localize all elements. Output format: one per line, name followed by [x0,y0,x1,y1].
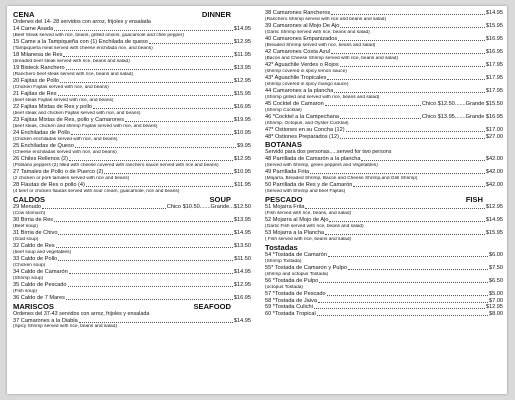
menu-item-name: 58 *Tostada de Jaiva [265,297,317,304]
menu-item-price: $7.00 [489,297,503,304]
menu-item-price: $9.95 [237,143,251,149]
section-header-pescado [265,195,503,204]
leader-dots [69,273,233,274]
menu-item-description: (beef steak, chicken and shrimp Fajitas served with rice, and beans) [13,123,158,129]
menu-item-price: $15.95 [485,230,503,236]
menu-item-description: (Poblano peppers (2) filled with cheese covered with ranchero sauce served with rice and beans) [13,162,219,168]
leader-dots [54,221,233,222]
menu-item-name: 37 Camarones a la Diabla [13,317,78,324]
menu-item-price: $17.95 [485,62,503,68]
menu-item-price: $16.95 [485,49,503,55]
menu-item-name: 32 Caldo de Res [13,243,55,249]
menu-item-name: 33 Caldo de Pollo [13,256,58,262]
leader-dots [353,186,485,187]
menu-item-name: 40 Camarones Empanizados [265,36,338,42]
leader-dots [66,69,233,70]
menu-item-description: (Bacon and Cheese Shrimp served with rice, beans and salad) [265,55,399,61]
menu-item-description: (Mojarra, Breaded Shrimp, Bacon and Cheese Shrimp,and Grill Shrimp) [265,175,418,181]
menu-item-price: $27.00 [485,133,503,140]
menu-item-name: 57 *Tostada de Pescado [265,291,326,297]
menu-item-price: $6.00 [489,252,503,258]
menu-item-name: 46 *Cocktel a la Campechana [265,114,340,120]
menu-item-description: (Beef soup) [13,223,38,229]
menu-item-description: (Chicken Fajitas served with rice, and beans) [13,84,109,90]
menu-item-name: 19 Bisteck Ranchero [13,65,65,71]
menu-item-name: 51 Mojarra Frita [265,204,305,210]
menu-item-description: (Shrimp soup) [13,275,44,281]
leader-dots [79,322,233,323]
menu-item-price: $8.00 [489,310,503,317]
menu-item-description: (shrimp and octopus Tostada) [265,271,329,277]
leader-dots [93,108,233,109]
menu-item-name: 31 Birria de Chivo [13,230,58,236]
soup-item-list [13,204,251,302]
menu-item-price: Chico $10.50.......Grande...$12.50 [166,204,251,210]
leader-dots [71,134,233,135]
menu-item-description: (breaded beef steak served with rice, beans and salad) [13,58,130,64]
menu-item-name: 28 Flautas de Res o pollo (4) [13,182,85,188]
menu-item-price: $10.95 [233,169,251,175]
menu-item-name: 18 Milanesa de Res [13,52,63,58]
menu-item-name: 34 Caldo de Camarón [13,269,68,275]
menu-item-description: (Beef Steak served with rice, beans, grilled onions, guacamole and chile pepper) [13,32,184,38]
leader-dots [331,53,485,54]
menu-item-price: $17.95 [485,88,503,94]
leader-dots [327,79,485,80]
menu-item-description: (Served with Shrimp and beef Fajitas) [265,188,346,194]
section-title: PESCADO [265,195,303,204]
menu-item-description: (Served with Shrimp, green peppers and Vegetables) [265,162,378,168]
menu-item-name: 54 *Tostada de Camarón [265,252,327,258]
menu-item-name: 25 Enchiladas de Queso [13,143,74,149]
menu-item-price: $16.95 [233,295,251,301]
menu-item-price: $7.50 [489,265,503,271]
menu-item-description: (Ranchero beef steak served with rice, beans and salad) [13,71,133,77]
menu-item-price: $14.95 [233,317,251,324]
menu-item-name: 48 Parrillada de Camarón a la plancha [265,156,361,162]
menu-item-price: $5.00 [489,291,503,297]
menu-item-price: $14.95 [233,230,251,236]
leader-dots [340,27,485,28]
menu-item-name: 20 Fajitas de Pollo [13,78,60,84]
menu-item-description: (Spicy Shrimp served with rice, beans and salad) [13,324,117,329]
menu-item-price: $12.95 [485,304,503,310]
menu-item [265,311,503,318]
section-header-tostadas [265,243,503,252]
menu-item-price: $11.95 [234,182,251,188]
menu-item-price: $12.95 [233,39,251,45]
menu-item-name: 60 *Tostada Tropical [265,310,316,317]
menu-item-price: $16.95 [233,104,251,110]
section-title: MARISCOS [13,301,54,311]
leader-dots [104,173,233,174]
leader-dots [328,256,488,257]
menu-item-name: 55* Tostada de Camaron y Pulpo [265,265,347,271]
menu-item-price: Chico $13.95.......Grande $16.95 [421,114,503,120]
section-title-english: FISH [465,195,483,204]
seafood-item-list [13,318,251,331]
menu-item-description: (octopus Tostada) [265,284,304,290]
menu-item-description: (Tampiqueña meat served with cheese enchilada rice, and beans) [13,45,153,51]
menu-item-price: $6.50 [489,278,503,284]
menu-item-name: 21 Fajitas de Res [13,91,57,97]
menu-item-price: $15.95 [485,23,503,29]
leader-dots [125,121,233,122]
section-intro: Servido para dos personas.....served for two persons [265,149,392,155]
menu-item-price: $12.95 [233,156,251,162]
section-title: CALDOS [13,195,46,204]
section-title: Tostadas [265,243,298,252]
leader-dots [325,234,485,235]
leader-dots [58,260,233,261]
leader-dots [56,247,233,248]
leader-dots [314,308,485,309]
leader-dots [331,14,485,15]
menu-item-name: 23 Fajitas Mixtas de Res, pollo y Camarones [13,117,124,123]
menu-item-name: 42* Aguachile Verdes o Rojos [265,62,339,68]
menu-item-name: 22 Fajitas Mixtas de Res y pollo [13,104,92,110]
menu-item-description: (Chicken enchiladas served with rice, and beans) [13,136,118,142]
leader-dots [348,269,488,270]
menu-item-name: 15 Came a la Tampiqueña con (1) Enchilada de queso [13,39,148,45]
menu-item-name: 38 Camarones Rancheros [265,10,331,16]
menu-item-price: $42.00 [485,182,503,188]
menu-page [7,6,507,394]
menu-item-price: $42.00 [485,156,503,162]
section-title-english: SEAFOOD [193,301,231,311]
menu-item-description: (beef soup and vegetables) [13,249,72,255]
leader-dots [325,105,421,106]
menu-item-price: $14.95 [233,269,251,275]
menu-item-description: (beef steak Fajitas served with rice, and beans) [13,97,114,103]
menu-item-description: (Shrimp Cocktail) [265,107,302,113]
leader-dots [319,282,488,283]
menu-item-name: 43* Aguachile Tropicales [265,75,327,81]
menu-item-name: 39 Camarones al Mojo De Ajo [265,23,340,29]
leader-dots [317,315,488,316]
leader-dots [58,95,233,96]
menu-item-description: (Garlic Shrimp served with rice, beans and salad) [265,29,370,35]
menu-item-name: 36 Caldo de 7 Mares [13,295,65,301]
section-title-english: DINNER [201,10,231,19]
menu-item-name: 45 Cocktel de Camaron [265,101,324,107]
seafood-item-list-continued [265,10,503,140]
leader-dots [329,221,484,222]
leader-dots [63,56,233,57]
leader-dots [334,92,484,93]
menu-item-price: $12.95 [233,282,251,288]
menu-item-price: $14.95 [485,10,503,16]
leader-dots [69,160,233,161]
menu-item-price: $12.95 [485,204,503,210]
leader-dots [340,118,421,119]
menu-item-price: $11.50 [234,256,251,262]
section-intro: Órdenes del 37-43 servidos con arroz, frijoles y ensalada [13,310,150,317]
menu-item-price: $15.95 [233,91,251,97]
menu-item-name: 44 Camarones a la plancha [265,88,334,94]
section-header-mariscos [13,302,251,311]
menu-item-name: 30 Birria de Res [13,217,54,223]
menu-item-description: (Chicken soup) [13,262,46,268]
menu-item-description: ( Fish served with rice, beans and salad) [265,236,352,242]
menu-item-name: 48* Ostiones Preparados (12) [265,133,340,140]
menu-item-price: $14.95 [233,26,251,32]
leader-dots [305,208,484,209]
menu-item-price: $42.00 [485,169,503,175]
menu-item-description: (shrimp covered in spicy mango sauce) [265,81,349,87]
menu-item-price: $14.95 [485,217,503,223]
menu-item-description: (Fish soup) [13,288,37,294]
section-header-caldos [13,195,251,204]
menu-item-name: 53 Mojarra a la Plancha [265,230,325,236]
menu-item-name: 26 Chiles Rellenos (2) [13,156,69,162]
leader-dots [338,40,485,41]
leader-dots [75,147,236,148]
leader-dots [361,160,484,161]
menu-item-description: (shrimp covered in spicy lemon sauce) [265,68,347,74]
section-title: CENA [13,10,35,19]
menu-item-description: (4 beef or chicken flautas served with sour cream, guacamole, rice and beans) [13,188,180,194]
tostada-item-list [265,252,503,317]
menu-item-price: $11.95 [234,52,251,58]
menu-item-description: (Shrimp grilled and served with rice, beans and salad) [265,94,380,100]
leader-dots [60,82,233,83]
menu-item-description: (Shrimp, Octopus, and Oyster Cocktail) [265,120,349,126]
appetizer-item-list [265,156,503,195]
menu-item-price: $19.95 [233,117,251,123]
leader-dots [327,295,488,296]
menu-item-name: 47* Ostiones en su Concha (12) [265,127,345,133]
leader-dots [66,299,233,300]
menu-item-name: 56 *Tostada de Pulpo [265,278,319,284]
fish-item-list [265,204,503,243]
menu-item-name: 42 Camarones Costa Azul [265,49,330,55]
section-header-botanas [265,140,503,149]
menu-item-description: (Fish served with rice, beans, and salad) [265,210,352,216]
leader-dots [346,131,485,132]
leader-dots [149,43,233,44]
leader-dots [340,66,485,67]
section-header-cena [13,10,251,19]
menu-right-column [265,10,503,317]
menu-left-column [13,10,251,331]
dinner-item-list [13,26,251,195]
menu-item-name: 14 Carne Asada [13,26,54,32]
leader-dots [340,138,485,139]
section-intro: Órdenes del 14- 28 servidos con arroz, frijoles y ensalada [13,19,151,25]
menu-item-description: (beef steak and chicken Fajitas served with rice, and beans) [13,110,141,116]
menu-item-price: $13.50 [233,243,251,249]
menu-item-price: $16.95 [485,36,503,42]
menu-item-name: 29 Menudo [13,204,41,210]
menu-item-price: $13.95 [233,65,251,71]
menu-item-description: (Garlic Fish served with rice, beans and salad) [265,223,364,229]
menu-item-name: 52 Mojarra al Mojo de Ajo [265,217,329,223]
menu-item-price: $17.95 [485,75,503,81]
leader-dots [318,302,488,303]
leader-dots [86,186,233,187]
menu-item-price: $12.95 [233,78,251,84]
menu-item-price: Chico $12.50.......Grande $15.50 [421,101,503,107]
menu-item-price: $10.95 [233,130,251,136]
menu-item-name: 35 Caldo de Pescado [13,282,67,288]
menu-item-description: (Breaded Shrimp served with rice, beans and salad) [265,42,376,48]
leader-dots [58,234,232,235]
menu-item-price: $17.00 [485,127,503,133]
menu-item-description: (2 chicken or pork tamales served with rice and beans) [13,175,130,181]
menu-item-description: (Goat soup) [13,236,39,242]
menu-item-name: 24 Enchiladas de Pollo [13,130,70,136]
menu-item-description: (Cheese enchiladas served with rice, and beans) [13,149,117,155]
leader-dots [54,30,233,31]
menu-item-price: $13.95 [233,217,251,223]
section-title-english: SOUP [209,195,231,204]
section-title: BOTANAS [265,140,302,149]
menu-item-name: 49 Parrillada Frita [265,169,310,175]
leader-dots [68,286,233,287]
leader-dots [310,173,485,174]
menu-item-name: 27 Tamales de Pollo o de Puerco (2) [13,169,104,175]
menu-item-name: 59 *Tostada Culichi [265,304,313,310]
menu-item-name: 50 Parrillada de Res y de Camarón [265,182,353,188]
leader-dots [42,208,166,209]
menu-item-description: (Shrimp Tostada) [265,258,302,264]
menu-item-description: (Ranchero Shrimp served with rice and beans and salad) [265,16,387,22]
menu-item-description: (Cow stomach) [13,210,46,216]
